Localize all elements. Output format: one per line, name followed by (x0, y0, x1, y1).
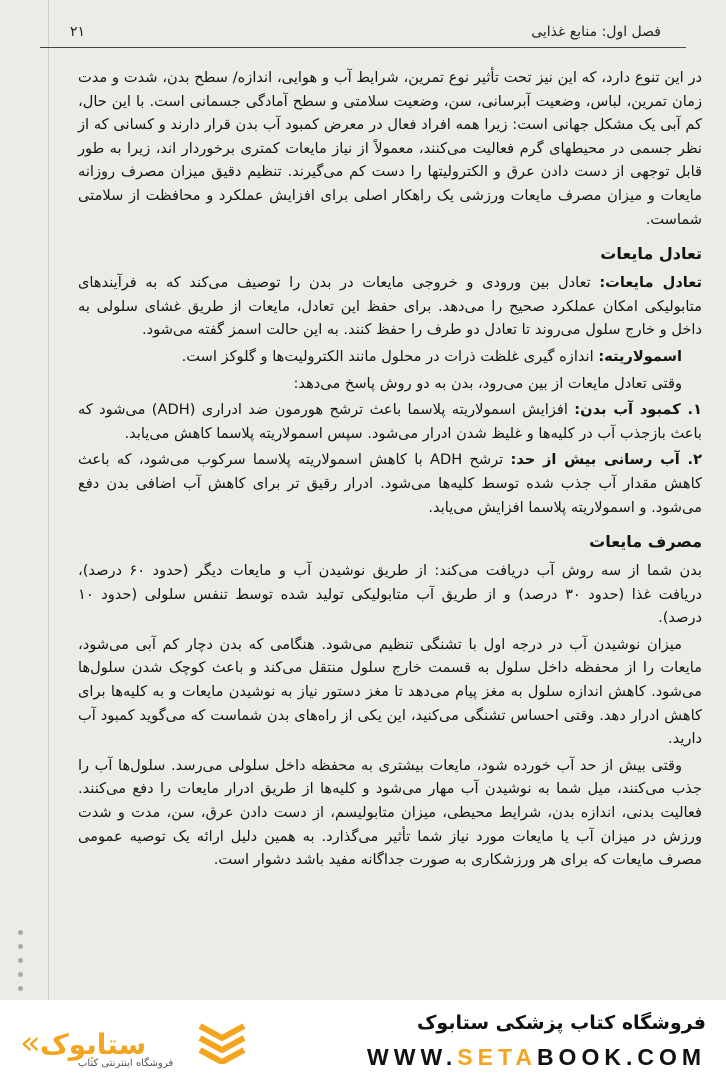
response-lead: وقتی تعادل مایعات از بین می‌رود، بدن به دو روش پاسخ می‌دهد: (293, 374, 682, 392)
url-prefix: WWW. (367, 1044, 458, 1070)
margin-dots (18, 930, 26, 1000)
term-overhydration: ۲. آب رسانی بیش از حد: (510, 451, 702, 469)
list-item-overhydration (78, 448, 702, 519)
page-content (78, 66, 702, 872)
intro-paragraph: در این تنوع دارد، که این نیز تحت تأثیر نوع تمرین، شرایط آب و هوایی، اندازه/ سطح بدن، شدت و مدت زمان تمرین، لباس، وضعیت آبرسانی، سن، وضعیت سلامتی و سطح آمادگی جسمانی است. با این حال، کم آبی یک مشکل جهانی است: زیرا همه افراد فعال در معرض کمبود آب بدن قرار دارند و کسانی که از نظر جسمی در محیطهای گرم فعالیت می‌کنند، معمولاً از نیاز مایعات کمتری برخوردار اند، زیرا به طور قابل توجهی از دست دادن عرق و الکترولیتها را دست کم می‌گیرند. تنظیم دقیق میزان مصرف روزانه مایعات و میزان مصرف مایعات ورزشی یک راهکار اصلی برای افزایش عملکرد و محافظت از سلامتی شماست. (78, 69, 702, 228)
intake-paragraph-3: وقتی بیش از حد آب خورده شود، مایعات بیشتری به محفظه داخل سلولی می‌رسد. سلول‌ها آب را جذب می‌کنند، میل شما به نوشیدن آب مهار می‌شود و کلیه‌ها از طریق ادرار مایعات را دفع می‌کنند. فعالیت بدنی، اندازه بدن، شرایط محیطی، میزان متابولیسم، از دست دادن عرق، سن، مدت و شدت ورزش در میزان آب یا مایعات مورد نیاز شما تأثیر می‌گذارد. به همین دلیل ارائه یک توصیه عمومی مصرف مایعات که برای هر ورزشکاری به صورت جداگانه مفید باشد دشوار است. (78, 756, 702, 869)
intake-paragraph-2: میزان نوشیدن آب در درجه اول با تشنگی تنظیم می‌شود. هنگامی که بدن دچار کم آبی می‌شود، مایعات را از محفظه داخل سلول به قسمت خارج سلول منتقل می‌کند و باعث کوچک شدن سلول‌ها می‌شود. کاهش اندازه سلول به مغز پیام می‌دهد تا مغز دستور نیاز به نوشیدن مایعات و به کلیه‌ها برای کاهش ادرار دهد. وقتی احساس تشنگی می‌کنید، این یکی از راه‌های بدن شماست که می‌گوید کمبود آب دارید. (78, 635, 702, 748)
book-stack-icon (196, 1018, 248, 1064)
page-header (40, 20, 686, 48)
store-url[interactable] (367, 1044, 706, 1071)
section-heading-fluid-balance: تعادل مایعات (600, 244, 702, 264)
osmolarity-text: اندازه گیری غلظت ذرات در محلول مانند الکترولیت‌ها و گلوکز است. (181, 347, 594, 365)
double-chevron-icon: « (20, 1023, 41, 1063)
url-highlight: SETA (457, 1044, 537, 1070)
header-rule (40, 47, 686, 48)
dot-icon (18, 930, 23, 935)
intake-paragraph-1: بدن شما از سه روش آب دریافت می‌کند: از طریق نوشیدن آب و مایعات دیگر (حدود ۶۰ درصد)، دریافت غذا (حدود ۳۰ درصد) و از طریق آب متابولیکی تولید شده توسط تنفس سلولی (حدود ۱۰ درصد). (78, 562, 702, 627)
definition-fluid-balance (78, 271, 702, 342)
dot-icon (18, 944, 23, 949)
page-number: ۲۱ (70, 24, 86, 40)
store-name: فروشگاه کتاب پزشکی ستابوک (416, 1012, 706, 1034)
term-osmolarity: اسمولاریته: (598, 347, 682, 365)
page-gutter-line (48, 0, 49, 1000)
logo-tagline: فروشگاه اینترنتی کتاب (78, 1058, 174, 1069)
store-banner (0, 1000, 726, 1079)
dot-icon (18, 958, 23, 963)
chapter-title: فصل اول: منابع غذایی (531, 24, 661, 40)
term-fluid-balance: تعادل مایعات: (599, 274, 702, 292)
definition-text: تعادل بین ورودی و خروجی مایعات در بدن را توصیف می‌کند که به فرآیندهای متابولیکی امکان عملکرد صحیح را می‌دهد. برای حفظ این تعادل، مایعات از طریق غشای سلولی به داخل و خارج سلول می‌روند تا تعادل دو طرف را حفظ کنند. به این حالت اسمز گفته می‌شود. (78, 274, 702, 339)
overhydration-text: ترشح ADH با کاهش اسمولاریته پلاسما سرکوب می‌شود، که باعث کاهش مقدار آب جذب شده توسط کلیه‌ها می‌شود. ادرار رقیق تر برای کاهش آب اضافی بدن دفع می‌شود. و اسمولاریته پلاسما افزایش می‌یابد. (78, 451, 702, 516)
list-item-dehydration (78, 398, 702, 445)
dehydration-text: افزایش اسمولاریته پلاسما باعث ترشح هورمون ضد ادراری (ADH) می‌شود که باعث بازجذب آب در کلیه‌ها و غلیظ شدن ادرار می‌شود. سپس اسمولاریته پلاسما کاهش می‌یابد. (78, 401, 702, 442)
dot-icon (18, 972, 23, 977)
term-dehydration: ۱. کمبود آب بدن: (574, 401, 702, 419)
dot-icon (18, 986, 23, 991)
setabook-logo[interactable] (20, 1016, 190, 1068)
section-heading-fluid-intake: مصرف مایعات (589, 532, 702, 552)
url-suffix: BOOK.COM (536, 1044, 706, 1070)
definition-osmolarity (78, 345, 702, 369)
logo-wordmark: ستابوک (40, 1028, 147, 1061)
